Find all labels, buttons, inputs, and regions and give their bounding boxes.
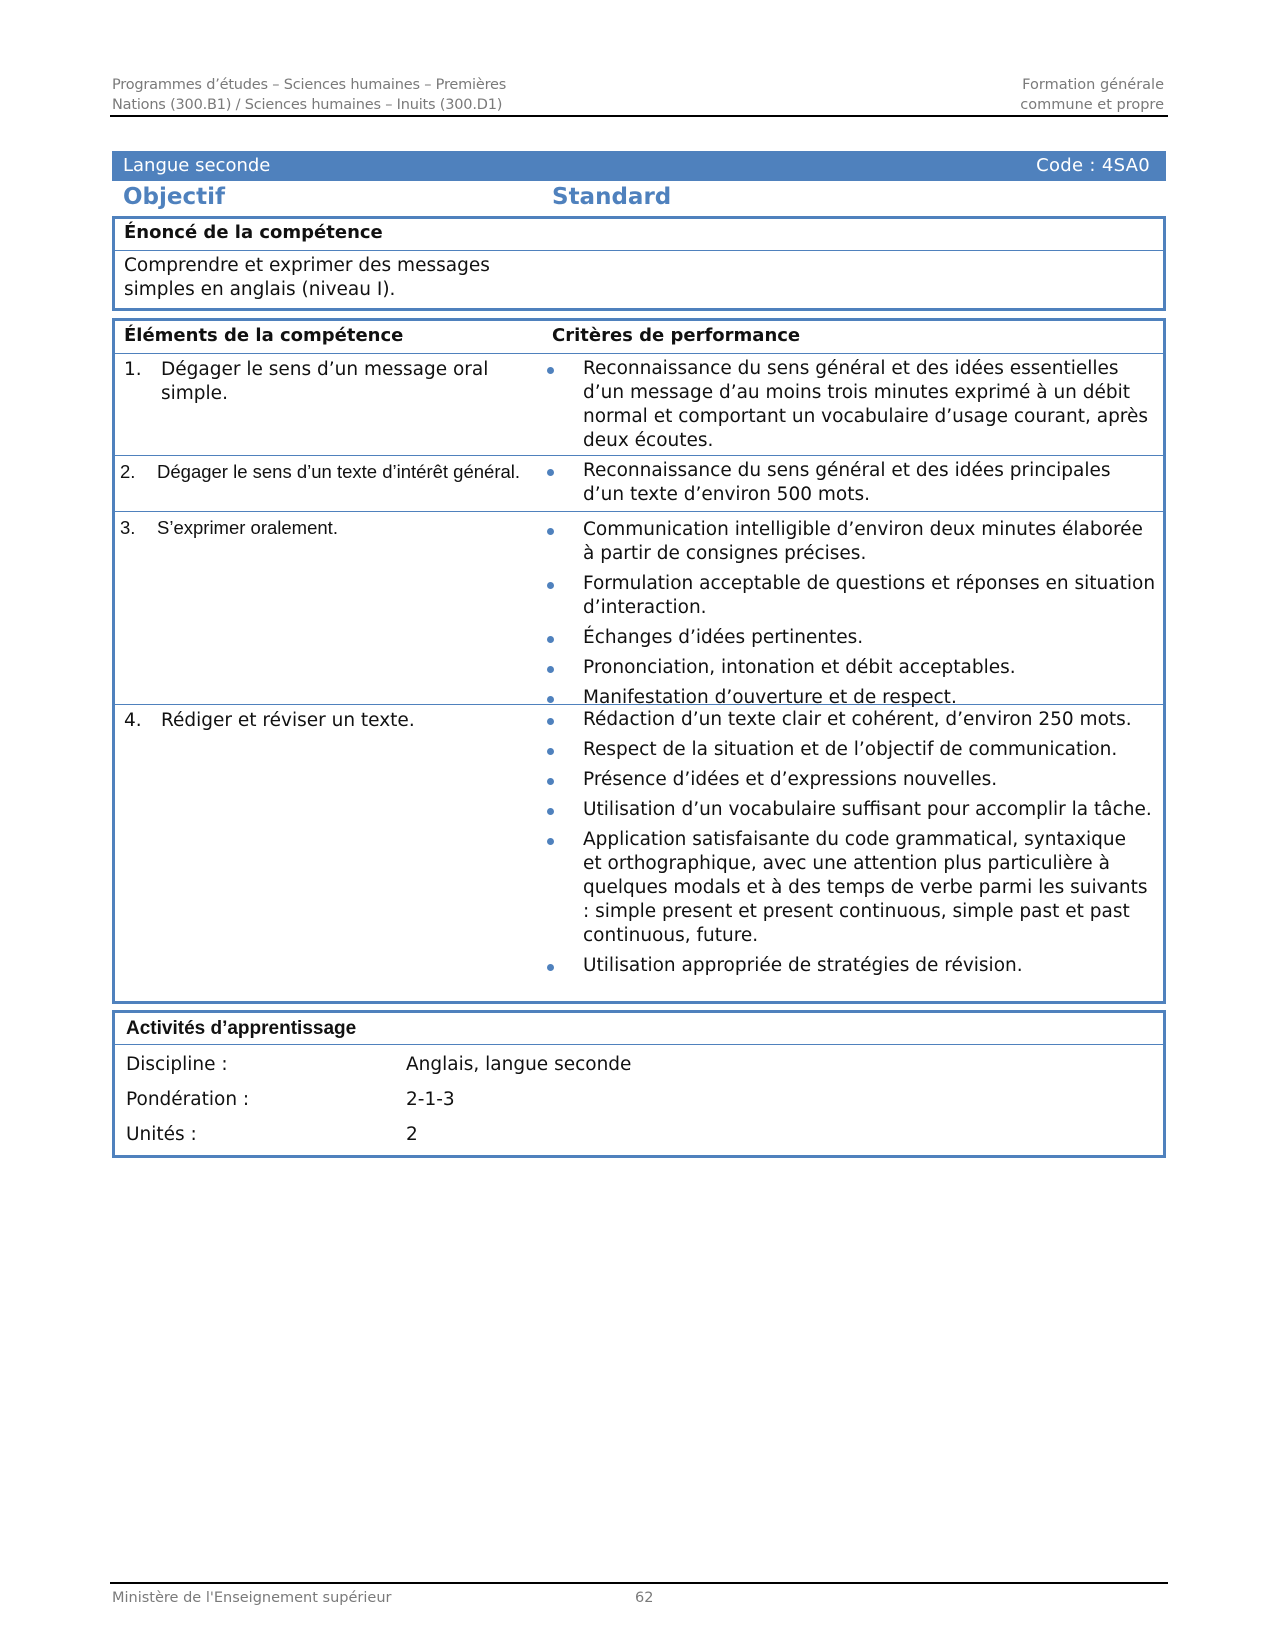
bullet-icon bbox=[547, 636, 554, 643]
criterion-item bbox=[543, 738, 1157, 762]
ponderation-value: 2-1-3 bbox=[406, 1089, 455, 1110]
discipline-row bbox=[115, 1047, 1163, 1082]
activites-box bbox=[112, 1010, 1166, 1158]
criterion-item bbox=[543, 768, 1157, 792]
criteria-cell bbox=[543, 705, 1163, 977]
element-text: S’exprimer oralement. bbox=[157, 517, 338, 538]
table-row bbox=[115, 512, 1163, 708]
element-text: Rédiger et réviser un texte. bbox=[161, 710, 415, 731]
criterion-item bbox=[543, 686, 1157, 710]
criterion-text: Application satisfaisante du code grammatical, syntaxique et orthographique, avec une attention plus particulière à quelques modals et à des temps de verbe parmi les suivants : simple present et present continuous, simple past et past continuous, future. bbox=[583, 829, 1148, 946]
unites-row bbox=[115, 1117, 1163, 1152]
criterion-text: Échanges d’idées pertinentes. bbox=[583, 627, 864, 648]
col-elements-header: Éléments de la compétence bbox=[124, 325, 404, 346]
element-number: 3. bbox=[120, 517, 136, 538]
enonce-box bbox=[112, 216, 1166, 311]
element-text: Dégager le sens d’un texte d’intérêt général. bbox=[157, 461, 521, 482]
page-number: 62 bbox=[635, 1590, 654, 1606]
unites-label: Unités : bbox=[126, 1124, 197, 1145]
element-number: 1. bbox=[124, 359, 142, 380]
bullet-icon bbox=[547, 778, 554, 785]
activites-title: Activités d’apprentissage bbox=[115, 1013, 1163, 1045]
criterion-item bbox=[543, 572, 1157, 620]
header-left-line2: Nations (300.B1) / Sciences humaines – Inuits (300.D1) bbox=[112, 97, 503, 113]
criterion-text: Prononciation, intonation et débit acceptables. bbox=[583, 657, 1016, 678]
criterion-text: Respect de la situation et de l’objectif de communication. bbox=[583, 739, 1118, 760]
element-text: Dégager le sens d’un message oral simple. bbox=[161, 359, 489, 404]
criterion-text: Manifestation d’ouverture et de respect. bbox=[583, 687, 957, 708]
bullet-icon bbox=[547, 582, 554, 589]
element-number: 2. bbox=[120, 461, 136, 482]
page-footer bbox=[110, 1582, 1168, 1606]
header-right-line1: Formation générale bbox=[1022, 77, 1164, 93]
criterion-text: Présence d’idées et d’expressions nouvelles. bbox=[583, 769, 998, 790]
header-formation bbox=[1020, 75, 1164, 115]
objective-standard-row bbox=[112, 182, 1166, 216]
bullet-icon bbox=[547, 666, 554, 673]
criterion-text: Utilisation d’un vocabulaire suffisant pour accomplir la tâche. bbox=[583, 799, 1152, 820]
criterion-text: Formulation acceptable de questions et réponses en situation d’interaction. bbox=[583, 573, 1156, 618]
bullet-icon bbox=[547, 718, 554, 725]
criterion-text: Utilisation appropriée de stratégies de révision. bbox=[583, 955, 1023, 976]
criterion-item bbox=[543, 656, 1157, 680]
criterion-item bbox=[543, 357, 1157, 453]
bullet-icon bbox=[547, 808, 554, 815]
criterion-item bbox=[543, 828, 1157, 948]
criterion-item bbox=[543, 708, 1157, 732]
course-title-bar bbox=[112, 151, 1166, 181]
elements-table-header bbox=[115, 321, 1163, 354]
header-left-line1: Programmes d’études – Sciences humaines – Premières bbox=[112, 77, 507, 93]
enonce-body bbox=[115, 251, 535, 305]
table-row bbox=[115, 456, 1163, 512]
objectif-label: Objectif bbox=[123, 184, 226, 210]
header-right-line2: commune et propre bbox=[1020, 97, 1164, 113]
criteria-cell bbox=[543, 456, 1163, 511]
ponderation-label: Pondération : bbox=[126, 1089, 250, 1110]
footer-ministry: Ministère de l'Enseignement supérieur bbox=[112, 1590, 392, 1606]
element-cell bbox=[115, 512, 543, 704]
criteria-cell bbox=[543, 354, 1163, 455]
header-program-title bbox=[112, 75, 506, 115]
unites-value: 2 bbox=[406, 1124, 418, 1145]
course-subject: Langue seconde bbox=[123, 155, 271, 176]
enonce-line1: Comprendre et exprimer des messages bbox=[124, 255, 490, 276]
table-row bbox=[115, 354, 1163, 456]
criterion-item bbox=[543, 518, 1157, 566]
criterion-item bbox=[543, 626, 1157, 650]
criterion-text: Reconnaissance du sens général et des idées essentielles d’un message d’au moins trois minutes exprimé à un débit normal et comportant un vocabulaire d’usage courant, après deux écoutes. bbox=[583, 358, 1149, 451]
criteria-cell bbox=[543, 512, 1163, 708]
bullet-icon bbox=[547, 964, 554, 971]
enonce-line2: simples en anglais (niveau I). bbox=[124, 279, 396, 300]
discipline-value: Anglais, langue seconde bbox=[406, 1054, 632, 1075]
ponderation-row bbox=[115, 1082, 1163, 1117]
bullet-icon bbox=[547, 838, 554, 845]
criterion-text: Communication intelligible d’environ deux minutes élaborée à partir de consignes précises. bbox=[583, 519, 1143, 564]
bullet-icon bbox=[547, 528, 554, 535]
enonce-title: Énoncé de la compétence bbox=[115, 219, 1163, 251]
criterion-text: Rédaction d’un texte clair et cohérent, d’environ 250 mots. bbox=[583, 709, 1132, 730]
element-cell bbox=[115, 456, 543, 511]
element-cell bbox=[115, 705, 543, 977]
criterion-item bbox=[543, 954, 1157, 978]
bullet-icon bbox=[547, 748, 554, 755]
bullet-icon bbox=[547, 469, 554, 476]
element-number: 4. bbox=[124, 710, 142, 731]
elements-table bbox=[112, 318, 1166, 1004]
standard-label: Standard bbox=[552, 184, 672, 210]
bullet-icon bbox=[547, 696, 554, 703]
table-row bbox=[115, 705, 1163, 977]
criterion-item bbox=[543, 798, 1157, 822]
course-code: Code : 4SA0 bbox=[1036, 155, 1150, 176]
criterion-text: Reconnaissance du sens général et des idées principales d’un texte d’environ 500 mots. bbox=[583, 460, 1111, 505]
discipline-label: Discipline : bbox=[126, 1054, 228, 1075]
page-header bbox=[110, 73, 1168, 117]
col-criteres-header: Critères de performance bbox=[552, 325, 801, 346]
element-cell bbox=[115, 354, 543, 455]
bullet-icon bbox=[547, 367, 554, 374]
criterion-item bbox=[543, 459, 1157, 507]
